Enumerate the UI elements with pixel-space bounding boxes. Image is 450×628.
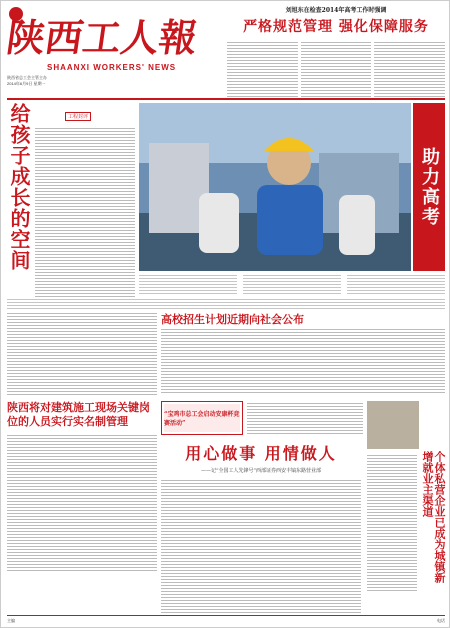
lower-middle-title: 用心做事 用情做人 [185, 444, 337, 463]
lower-middle-body [161, 478, 361, 618]
masthead-info [7, 75, 225, 87]
column-article [35, 103, 135, 293]
masthead-char: 西 [41, 15, 87, 60]
notice-box-text: “宝鸡市总工会启动安康杯竞赛活动” [164, 411, 240, 427]
right-body [367, 453, 417, 591]
text-column [227, 40, 298, 102]
masthead-divider [7, 98, 445, 100]
lower-left-article [7, 401, 157, 591]
left-body [7, 311, 157, 395]
page-footer [7, 615, 445, 625]
right-headline [421, 451, 445, 591]
lead-body [227, 40, 445, 102]
middle-body [161, 327, 445, 395]
masthead-char: 人 [117, 15, 163, 60]
masthead-english: SHAANXI WORKERS' NEWS [47, 63, 177, 72]
feature-photo-image [139, 103, 411, 271]
feature-photo [139, 103, 411, 271]
notice-box [161, 401, 243, 435]
masthead-char: 陕 [3, 15, 49, 60]
lower-middle-article [161, 441, 361, 618]
masthead-char: 報 [155, 15, 201, 60]
photo-captions [139, 273, 445, 295]
masthead [3, 5, 217, 97]
mid-text [247, 401, 363, 435]
lead-kicker: 刘旭东在检查2014年高考工作时强调 [285, 7, 387, 14]
lower-middle-subtitle: ——记“全国工人先锋号”西部证券西安丰镐东路营业部 [200, 468, 322, 474]
text-column [301, 40, 372, 102]
small-photo [367, 401, 419, 449]
masthead-logo [3, 15, 217, 60]
right-headline-text: 个体私营企业已成为城镇新增就业主渠道 [421, 451, 446, 583]
caption [347, 273, 445, 295]
footer-right: 电话 [437, 618, 445, 623]
lower-left-body [7, 433, 157, 573]
lead-story [227, 5, 445, 97]
caption [139, 273, 237, 295]
feature-headline [7, 103, 33, 293]
lead-title: 严格规范管理 强化保障服务 [243, 19, 429, 35]
caption [243, 273, 341, 295]
text-column [374, 40, 445, 102]
column-text [35, 126, 135, 302]
masthead-char: 工 [79, 15, 125, 60]
feature-headline-text: 给孩子成长的空间 [7, 103, 31, 271]
footer-left: 主编 [7, 618, 15, 623]
text-band [7, 297, 445, 309]
masthead-info-line: 2014年6月9日 星期一 [7, 81, 46, 86]
notice-box-inner [164, 404, 240, 432]
lower-left-title: 陕西将对建筑施工现场关键岗位的人员实行实名制管理 [7, 401, 150, 428]
column-tag: 工程封评 [65, 112, 91, 121]
side-tag-text: 助力高考 [419, 147, 440, 227]
masthead-info-line: 陕西省总工会主管主办 [7, 75, 47, 80]
middle-headline: 高校招生计划近期向社会公布 [161, 313, 304, 326]
side-tag [413, 103, 445, 271]
